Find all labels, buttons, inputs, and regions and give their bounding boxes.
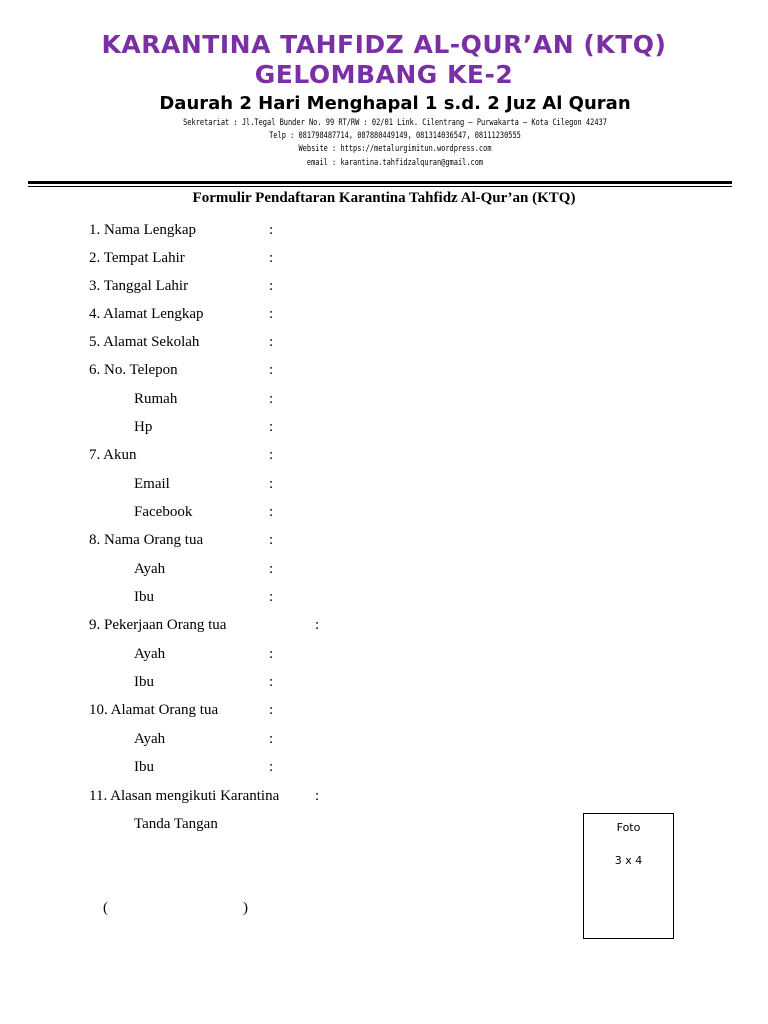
field-colon: : xyxy=(269,419,274,435)
field-sublabel: Ibu xyxy=(134,674,154,690)
field-colon: : xyxy=(269,589,274,605)
field-sublabel: Facebook xyxy=(134,504,193,520)
signature-label: Tanda Tangan xyxy=(134,816,218,832)
field-label: 11. Alasan mengikuti Karantina xyxy=(89,788,280,804)
photo-label: Foto xyxy=(616,821,641,834)
header-divider-thin xyxy=(28,186,732,187)
field-label: 7. Akun xyxy=(89,447,137,463)
field-colon: : xyxy=(269,532,274,548)
signature-open-paren: ( xyxy=(103,900,108,916)
header-email: email : karantina.tahfidzalquran@gmail.com xyxy=(306,158,484,168)
header-title-line2: GELOMBANG KE-2 xyxy=(254,60,514,89)
field-label: 10. Alamat Orang tua xyxy=(89,702,219,718)
field-sublabel: Ibu xyxy=(134,759,154,775)
field-colon: : xyxy=(269,504,274,520)
field-colon: : xyxy=(315,617,320,633)
field-sublabel: Ayah xyxy=(134,731,166,747)
field-colon: : xyxy=(269,674,274,690)
field-label: 6. No. Telepon xyxy=(89,362,178,378)
field-colon: : xyxy=(269,447,274,463)
field-label: 1. Nama Lengkap xyxy=(89,222,197,238)
field-colon: : xyxy=(269,561,274,577)
field-label: 4. Alamat Lengkap xyxy=(89,306,204,322)
header-divider-thick xyxy=(28,181,732,184)
header-title-line1: KARANTINA TAHFIDZ AL-QUR’AN (KTQ) xyxy=(101,30,667,59)
field-colon: : xyxy=(269,306,274,322)
field-label: 5. Alamat Sekolah xyxy=(89,334,200,350)
field-sublabel: Rumah xyxy=(134,391,178,407)
field-colon: : xyxy=(269,391,274,407)
header-subtitle: Daurah 2 Hari Menghapal 1 s.d. 2 Juz Al Quran xyxy=(159,93,631,114)
field-colon: : xyxy=(269,362,274,378)
field-colon: : xyxy=(269,476,274,492)
field-colon: : xyxy=(269,731,274,747)
field-colon: : xyxy=(269,759,274,775)
field-sublabel: Ayah xyxy=(134,646,166,662)
field-sublabel: Ibu xyxy=(134,589,154,605)
field-label: 2. Tempat Lahir xyxy=(89,250,185,266)
field-colon: : xyxy=(269,646,274,662)
field-colon: : xyxy=(269,334,274,350)
field-sublabel: Hp xyxy=(134,419,153,435)
photo-box xyxy=(583,813,674,939)
signature-close-paren: ) xyxy=(243,900,248,916)
field-colon: : xyxy=(269,702,274,718)
field-colon: : xyxy=(269,222,274,238)
photo-size: 3 x 4 xyxy=(614,854,643,867)
header-address: Sekretariat : Jl.Tegal Bunder No. 99 RT/RW : 02/01 Link. Cilentrang – Purwakarta – Kota Cilegon 42437 xyxy=(183,118,607,128)
field-label: 9. Pekerjaan Orang tua xyxy=(89,617,227,633)
field-colon: : xyxy=(315,788,320,804)
header-phone: Telp : 081798487714, 087880449149, 081314036547, 08111230555 xyxy=(269,131,521,141)
form-title: Formulir Pendaftaran Karantina Tahfidz Al-Qur’an (KTQ) xyxy=(192,190,576,206)
field-label: 8. Nama Orang tua xyxy=(89,532,204,548)
field-sublabel: Ayah xyxy=(134,561,166,577)
field-sublabel: Email xyxy=(134,476,170,492)
field-colon: : xyxy=(269,250,274,266)
header-website: Website : https://metalurgimitun.wordpress.com xyxy=(298,144,492,154)
field-label: 3. Tanggal Lahir xyxy=(89,278,189,294)
field-colon: : xyxy=(269,278,274,294)
